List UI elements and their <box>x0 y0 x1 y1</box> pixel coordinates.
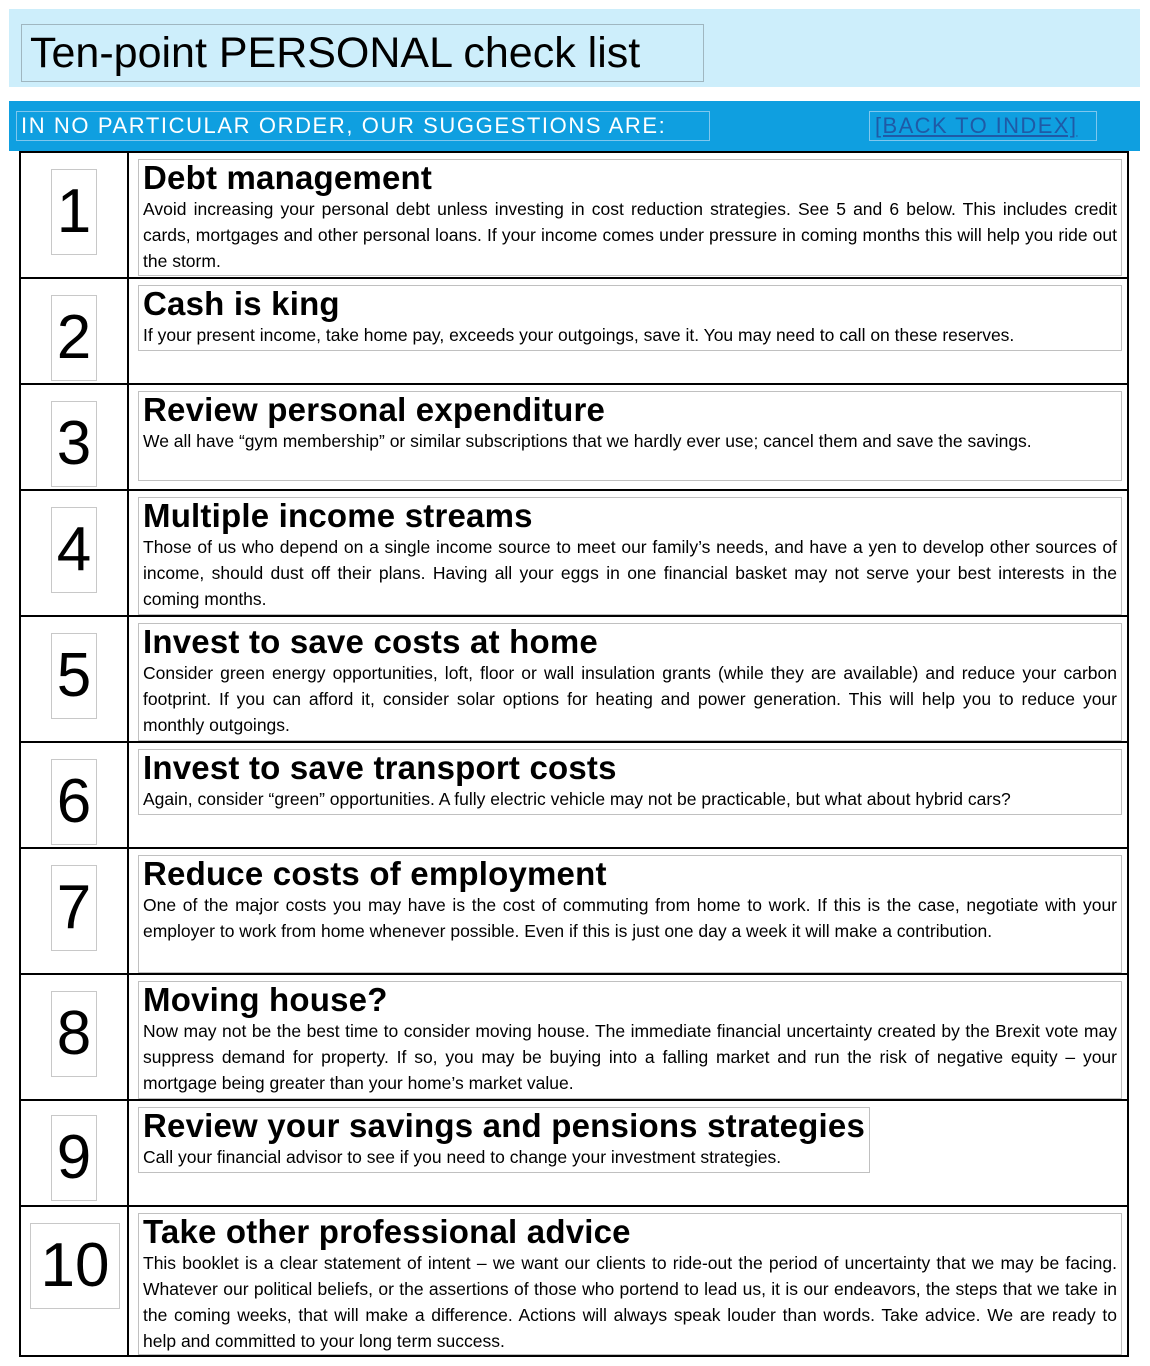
number-cell <box>21 279 129 383</box>
subtitle-banner <box>9 101 1140 151</box>
item-number: 6 <box>51 759 97 845</box>
number-cell <box>21 975 129 1099</box>
item-heading: Invest to save costs at home <box>143 623 598 660</box>
number-cell <box>21 849 129 973</box>
item-number: 2 <box>51 295 97 381</box>
item-content <box>138 981 1122 1099</box>
item-content <box>138 855 1122 973</box>
number-cell <box>21 617 129 741</box>
item-description: Call your financial advisor to see if you need to change your investment strategies. <box>143 1147 782 1167</box>
item-description: We all have “gym membership” or similar subscriptions that we hardly ever use; cancel them and save the savings. <box>143 431 1032 451</box>
number-cell <box>21 743 129 847</box>
item-number: 4 <box>51 507 97 593</box>
item-number: 1 <box>51 169 97 255</box>
item-description: One of the major costs you may have is the cost of commuting from home to work. If this is the case, negotiate with your employer to work from home whenever possible. Even if this is just one day a week it will make a contribution. <box>143 895 1117 941</box>
number-cell <box>21 153 129 277</box>
back-to-index-link[interactable]: [BACK TO INDEX] <box>869 111 1097 141</box>
item-number: 3 <box>51 401 97 487</box>
item-number: 5 <box>51 633 97 719</box>
item-number: 10 <box>30 1223 120 1309</box>
item-description: This booklet is a clear statement of intent – we want our clients to ride-out the period of uncertainty that we may be facing. Whatever our political beliefs, or the assertions of those who portend to lead us, it is our endeavors, the steps that we take in the coming weeks, that will make a difference. Actions will always speak louder than words. Take advice. We are ready to help and committed to your long term success. <box>143 1253 1117 1351</box>
number-cell <box>21 1207 129 1355</box>
item-heading: Debt management <box>143 159 433 196</box>
number-cell <box>21 1101 129 1205</box>
checklist-row <box>21 1205 1127 1355</box>
checklist-row <box>21 615 1127 741</box>
item-number: 8 <box>51 991 97 1077</box>
checklist-row <box>21 489 1127 615</box>
item-description: If your present income, take home pay, exceeds your outgoings, save it. You may need to call on these reserves. <box>143 325 1015 345</box>
item-heading: Moving house? <box>143 981 388 1018</box>
item-heading: Invest to save transport costs <box>143 749 617 786</box>
number-cell <box>21 385 129 489</box>
item-heading: Take other professional advice <box>143 1213 631 1250</box>
item-content <box>138 1213 1122 1355</box>
item-number: 9 <box>51 1115 97 1201</box>
item-description: Now may not be the best time to consider moving house. The immediate financial uncertainty created by the Brexit vote may suppress demand for property. If so, you may be buying into a falling market and run the risk of negative equity – your mortgage being greater than your home’s market value. <box>143 1021 1117 1093</box>
item-description: Again, consider “green” opportunities. A fully electric vehicle may not be practicable, but what about hybrid cars? <box>143 789 1011 809</box>
item-content <box>138 497 1122 615</box>
checklist-row <box>21 383 1127 489</box>
page-title: Ten-point PERSONAL check list <box>21 24 704 82</box>
item-description: Those of us who depend on a single income source to meet our family’s needs, and have a yen to develop other sources of income, should dust off their plans. Having all your eggs in one financial basket may not serve your best interests in the coming months. <box>143 537 1117 609</box>
item-content <box>138 391 1122 481</box>
checklist-row <box>21 973 1127 1099</box>
subtitle-text: IN NO PARTICULAR ORDER, OUR SUGGESTIONS ARE: <box>16 111 710 141</box>
item-heading: Cash is king <box>143 285 340 322</box>
item-content <box>138 749 1122 815</box>
checklist-row <box>21 277 1127 383</box>
item-description: Avoid increasing your personal debt unless investing in cost reduction strategies. See 5 and 6 below. This includes credit cards, mortgages and other personal loans. If your income comes under pressure in coming months this will help you ride out the storm. <box>143 199 1117 271</box>
item-heading: Review personal expenditure <box>143 391 606 428</box>
item-heading: Multiple income streams <box>143 497 533 534</box>
checklist-row <box>21 847 1127 973</box>
item-number: 7 <box>51 865 97 951</box>
checklist-row <box>21 741 1127 847</box>
checklist-row <box>21 1099 1127 1205</box>
item-description: Consider green energy opportunities, loft, floor or wall insulation grants (while they are available) and reduce your carbon footprint. If you can afford it, consider solar options for heating and power generation. This will help you to reduce your monthly outgoings. <box>143 663 1117 735</box>
item-content <box>138 285 1122 351</box>
item-heading: Reduce costs of employment <box>143 855 607 892</box>
title-banner <box>9 9 1140 87</box>
number-cell <box>21 491 129 615</box>
item-heading: Review your savings and pensions strategies <box>143 1107 866 1144</box>
checklist-table <box>19 151 1129 1357</box>
item-content <box>138 159 1122 276</box>
item-content <box>138 623 1122 741</box>
checklist-row <box>21 153 1127 277</box>
item-content <box>138 1107 870 1173</box>
